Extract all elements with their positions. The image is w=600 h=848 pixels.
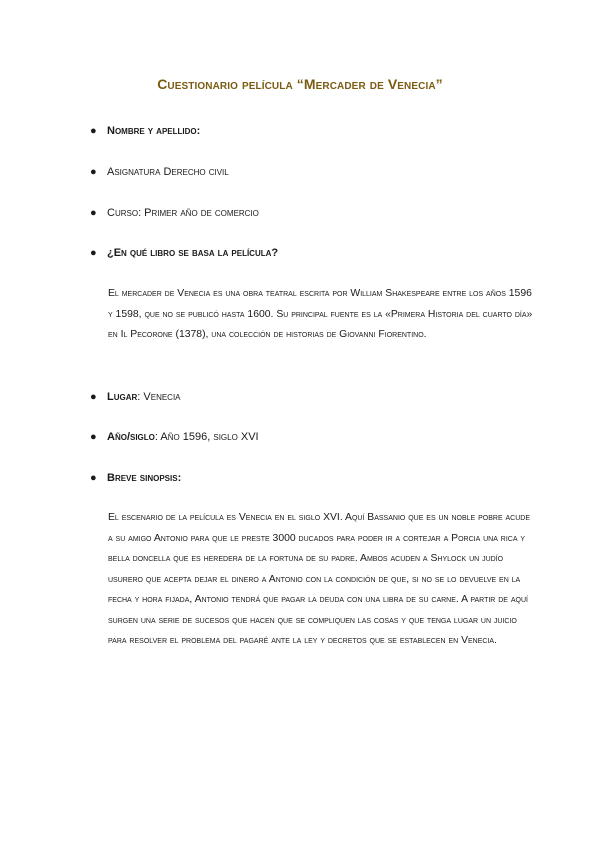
label-anio: Año/siglo — [107, 431, 155, 443]
value-lugar: : Venecia — [137, 391, 181, 403]
paragraph-libro: El mercader de Venecia es una obra teatral escrita por William Shakespeare entre los años 1596 y 1598, que no se publicó hasta 1600. Su principal fuente es la «Primera Historia del cuarto día» en Il Pecorone (1378), una colección de historias de Giovanni Fiorentino. — [108, 288, 533, 340]
page-title: Cuestionario película “Mercader de Venecia” — [157, 76, 443, 92]
label-sinopsis: Breve sinopsis: — [107, 472, 182, 484]
list-item-lugar — [90, 390, 530, 404]
bullet-icon: ● — [90, 472, 97, 484]
value-curso: : Primer año de comercio — [138, 207, 259, 219]
label-curso: Curso — [107, 207, 139, 219]
bullet-icon: ● — [90, 431, 97, 443]
list-item-sinopsis — [90, 471, 530, 485]
label-libro: ¿En qué libro se basa la película? — [107, 247, 279, 259]
list-item-libro — [90, 246, 530, 260]
list-item-nombre — [90, 124, 530, 138]
value-anio: : Año 1596, siglo XVI — [154, 431, 259, 443]
bullet-icon: ● — [90, 166, 97, 178]
label-nombre: Nombre y apellido: — [107, 125, 201, 137]
label-asignatura: Asignatura Derecho civil — [107, 166, 229, 178]
list-item-anio — [90, 430, 530, 444]
bullet-icon: ● — [90, 247, 97, 259]
bullet-icon: ● — [90, 391, 97, 403]
list-item-asignatura — [90, 165, 530, 179]
paragraph-sinopsis: El escenario de la película es Venecia en el siglo XVI. Aquí Bassanio que es un noble pobre acude a su amigo Antonio para que le preste 3000 ducados para poder ir a cortejar a Porcia una rica y bella doncella que es heredera de la fortuna de su padre. Ambos acuden a Shylock un judío usurero que acepta dejar el dinero a Antonio con la condición de que, si no se lo devuelve en la fecha y hora fijada, Antonio tendrá que pagar la deuda con una libra de su carne. A partir de aquí surgen una serie de sucesos que hacen que se compliquen las cosas y que tenga lugar un juicio para resolver el problema del pagaré ante la ley y decretos que se establecen en Venecia. — [108, 512, 531, 646]
bullet-icon: ● — [90, 207, 97, 219]
list-item-curso — [90, 206, 530, 220]
label-lugar: Lugar — [107, 391, 138, 403]
bullet-icon: ● — [90, 125, 97, 137]
